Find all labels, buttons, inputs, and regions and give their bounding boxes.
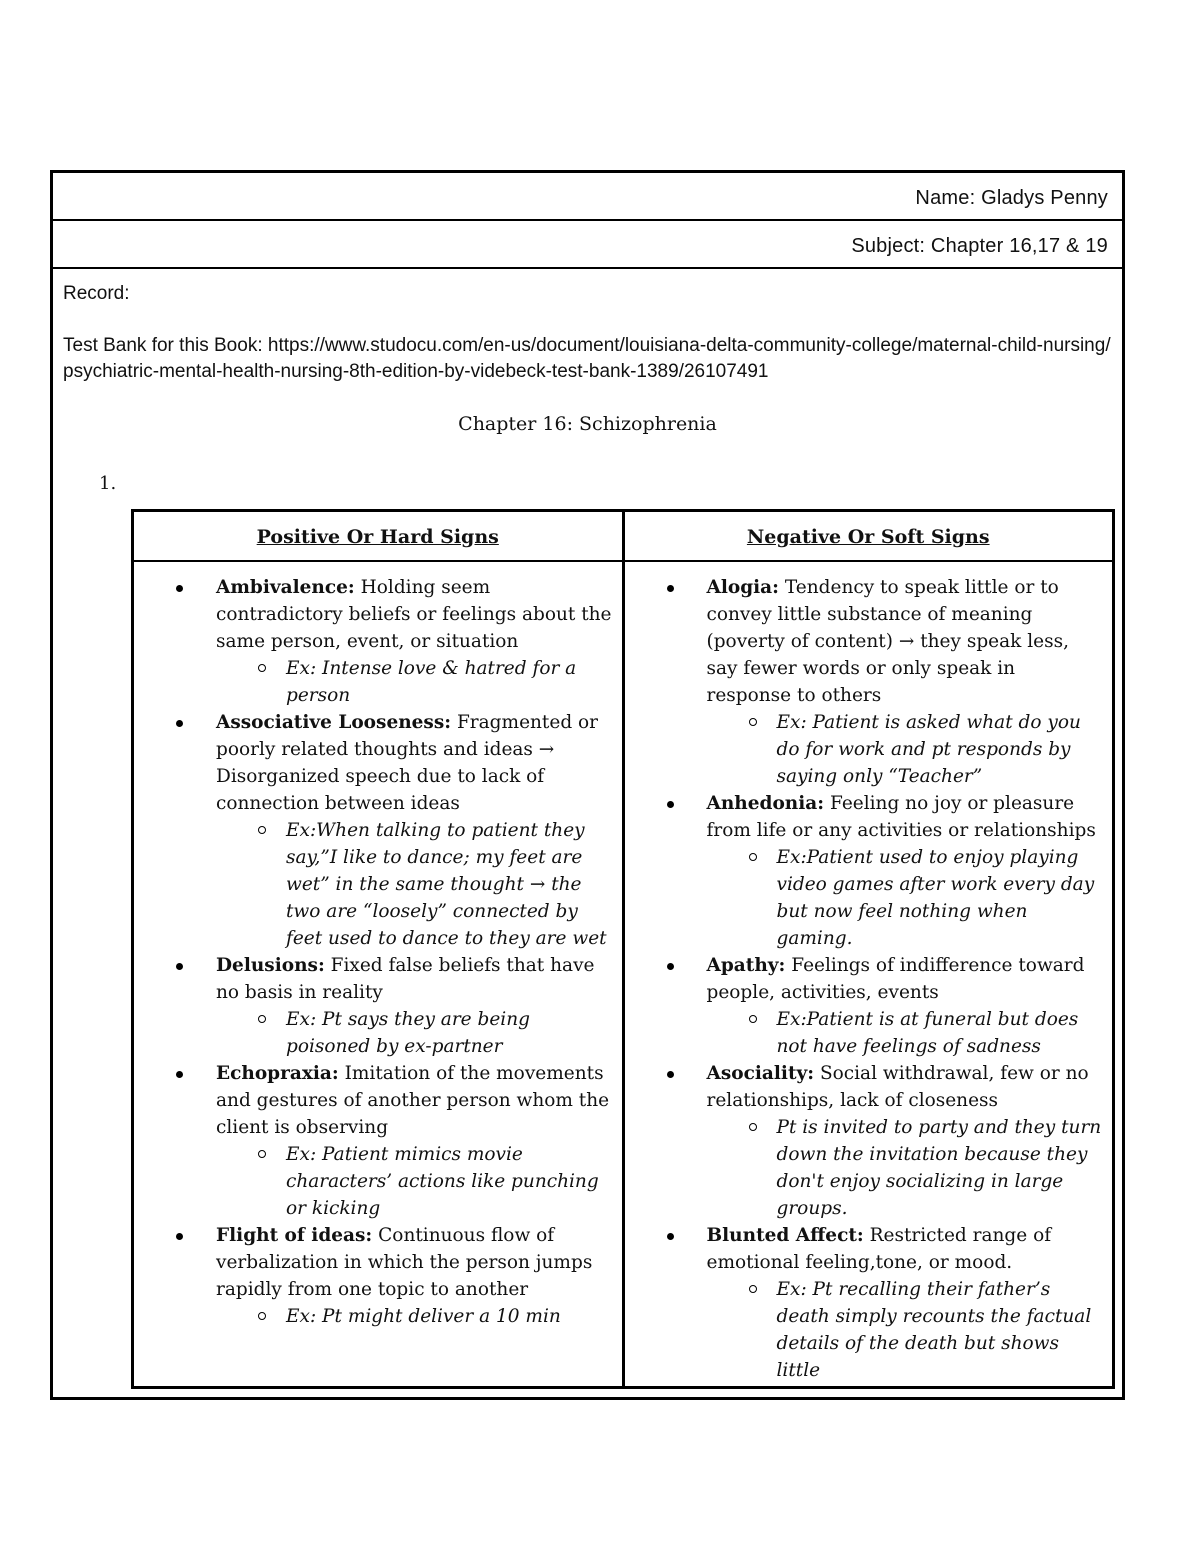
example-item: Ex: Pt might deliver a 10 min — [216, 1303, 612, 1330]
record-section — [53, 269, 1122, 437]
positive-signs-header: Positive Or Hard Signs — [134, 512, 625, 560]
example-item: Ex: Patient mimics movie characters’ actions like punching or kicking — [216, 1141, 612, 1222]
list-item: Apathy: Feelings of indifference toward people, activities, events Ex:Patient is at funeral but does not have feelings of sadness — [661, 952, 1103, 1060]
negative-signs-column — [625, 562, 1113, 1386]
example-item: Pt is invited to party and they turn down the invitation because they don't enjoy socializing in large groups. — [707, 1114, 1103, 1222]
example-item: Ex: Patient is asked what do you do for work and pt responds by saying only “Teacher” — [707, 709, 1103, 790]
list-item: Delusions: Fixed false beliefs that have no basis in reality Ex: Pt says they are being poisoned by ex-partner — [170, 952, 612, 1060]
example-item: Ex:Patient is at funeral but does not have feelings of sadness — [707, 1006, 1103, 1060]
test-bank-prefix: Test Bank for this Book: — [63, 335, 268, 356]
document-frame — [50, 170, 1125, 1400]
list-item: Asociality: Social withdrawal, few or no relationships, lack of closeness Pt is invited to party and they turn down the invitation because they don't enjoy socializing in large groups. — [661, 1060, 1103, 1222]
example-item: Ex: Pt recalling their father’s death simply recounts the factual details of the death but shows little — [707, 1276, 1103, 1384]
negative-signs-header: Negative Or Soft Signs — [746, 526, 990, 548]
list-item: Anhedonia: Feeling no joy or pleasure from life or any activities or relationships Ex:Patient used to enjoy playing video games after work every day but now feel nothing when gaming. — [661, 790, 1103, 952]
list-item: Echopraxia: Imitation of the movements and gestures of another person whom the client is observing Ex: Patient mimics movie characters’ actions like punching or kicking — [170, 1060, 612, 1222]
list-number: 1. — [99, 473, 117, 494]
positive-signs-column — [134, 562, 625, 1386]
list-item: Flight of ideas: Continuous flow of verbalization in which the person jumps rapidly from one topic to another Ex: Pt might deliver a 10 min — [170, 1222, 612, 1330]
signs-table — [131, 509, 1115, 1389]
record-label: Record: — [63, 283, 130, 304]
test-bank-line — [63, 333, 1112, 385]
example-item: Ex:Patient used to enjoy playing video games after work every day but now feel nothing when gaming. — [707, 844, 1103, 952]
example-item: Ex: Pt says they are being poisoned by ex-partner — [216, 1006, 612, 1060]
list-item: Blunted Affect: Restricted range of emotional feeling,tone, or mood. Ex: Pt recalling their father’s death simply recounts the factual details of the death but shows little — [661, 1222, 1103, 1384]
subject-field: Subject: Chapter 16,17 & 19 — [53, 221, 1122, 269]
example-item: Ex: Intense love & hatred for a person — [216, 655, 612, 709]
list-item: Associative Looseness: Fragmented or poorly related thoughts and ideas → Disorganized speech due to lack of connection between ideas Ex:When talking to patient they say,”I like to dance; my feet are wet” in the same thought → the two are “loosely” connected by feet used to dance to they are wet — [170, 709, 612, 952]
name-field: Name: Gladys Penny — [53, 173, 1122, 221]
test-bank-link[interactable]: https://www.studocu.com/en-us/document/louisiana-delta-community-college/maternal-child-nursing/psychiatric-mental-health-nursing-8th-edition-by-videbeck-test-bank-1389/26107491 — [63, 335, 1111, 382]
example-item: Ex:When talking to patient they say,”I like to dance; my feet are wet” in the same thought → the two are “loosely” connected by feet used to dance to they are wet — [216, 817, 612, 952]
chapter-title: Chapter 16: Schizophrenia — [458, 413, 717, 435]
list-item: Alogia: Tendency to speak little or to convey little substance of meaning (poverty of content) → they speak less, say fewer words or only speak in response to others Ex: Patient is asked what do you do for work and pt responds by saying only “Teacher” — [661, 574, 1103, 790]
list-item: Ambivalence: Holding seem contradictory beliefs or feelings about the same person, event, or situation Ex: Intense love & hatred for a person — [170, 574, 612, 709]
